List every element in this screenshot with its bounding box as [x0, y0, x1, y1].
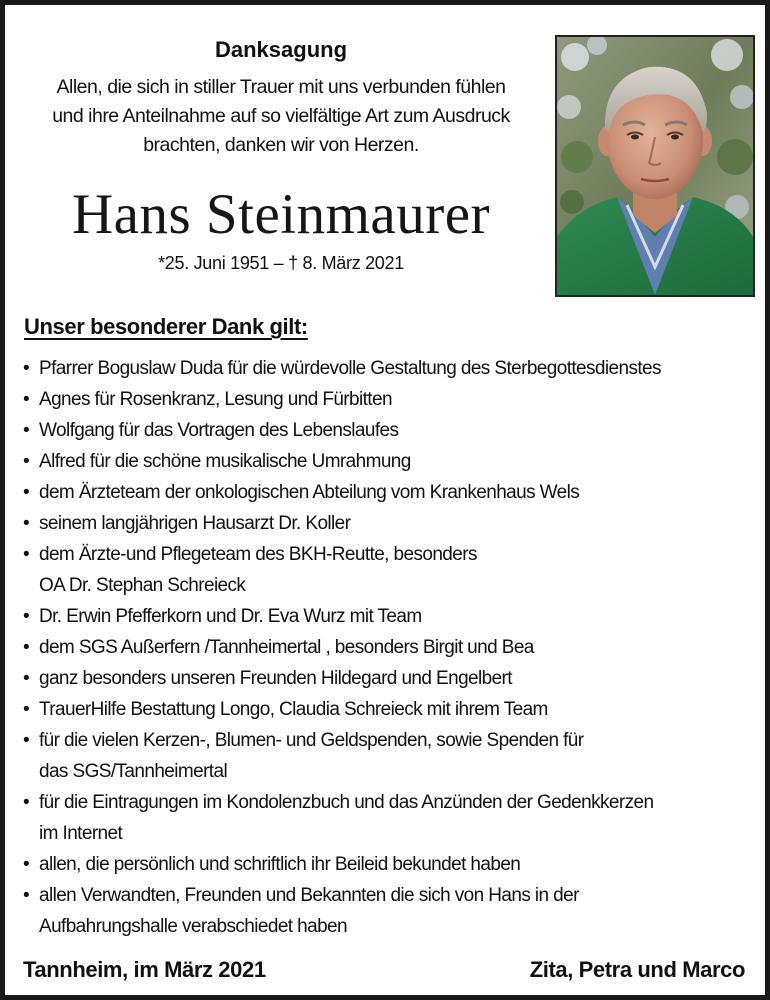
bullet-icon: • [23, 699, 30, 720]
signatories: Zita, Petra und Marco [529, 957, 745, 982]
list-item-text: Dr. Erwin Pfefferkorn und Dr. Eva Wurz mit Team [39, 606, 422, 627]
portrait-photo [555, 35, 755, 297]
list-item [23, 384, 763, 415]
list-item-text: allen Verwandten, Freunden und Bekannten die sich von Hans in der [39, 885, 579, 906]
bullet-icon: • [23, 513, 30, 534]
bullet-icon: • [23, 451, 30, 472]
intro-line: Allen, die sich in stiller Trauer mit uns verbunden fühlen [56, 76, 506, 98]
list-item-text: Agnes für Rosenkranz, Lesung und Fürbitten [39, 389, 392, 410]
bullet-icon: • [23, 482, 30, 503]
list-item [23, 632, 763, 663]
list-item-text: OA Dr. Stephan Schreieck [39, 575, 246, 596]
intro-line: brachten, danken wir von Herzen. [143, 134, 419, 156]
list-item-text: TrauerHilfe Bestattung Longo, Claudia Schreieck mit ihrem Team [39, 699, 548, 720]
list-item-text: Pfarrer Boguslaw Duda für die würdevolle Gestaltung des Sterbegottesdienstes [39, 358, 661, 379]
list-item-text: dem SGS Außerfern /Tannheimertal , besonders Birgit und Bea [39, 637, 534, 658]
list-item [23, 787, 763, 849]
list-item-text: seinem langjährigen Hausarzt Dr. Koller [39, 513, 351, 534]
list-item [23, 725, 763, 787]
list-item [23, 880, 763, 942]
list-item [23, 601, 763, 632]
list-item-text: für die vielen Kerzen-, Blumen- und Geldspenden, sowie Spenden für [39, 730, 584, 751]
list-item [23, 849, 763, 880]
bullet-icon: • [23, 420, 30, 441]
list-item-text: dem Ärzte-und Pflegeteam des BKH-Reutte, besonders [39, 544, 477, 565]
list-item-text: Alfred für die schöne musikalische Umrahmung [39, 451, 411, 472]
list-item [23, 539, 763, 601]
thanks-section-title: Unser besonderer Dank gilt: [24, 314, 308, 339]
deceased-name: Hans Steinmaurer [72, 183, 490, 246]
list-item-text: ganz besonders unseren Freunden Hildegard und Engelbert [39, 668, 512, 689]
list-item-text: im Internet [39, 823, 123, 844]
list-item-text: für die Eintragungen im Kondolenzbuch und das Anzünden der Gedenkkerzen [39, 792, 654, 813]
life-dates: *25. Juni 1951 – † 8. März 2021 [158, 253, 404, 273]
list-item [23, 508, 763, 539]
bullet-icon: • [23, 606, 30, 627]
list-item [23, 415, 763, 446]
heading-title: Danksagung [214, 37, 348, 62]
bullet-icon: • [23, 637, 30, 658]
bullet-icon: • [23, 730, 30, 751]
intro-line: und ihre Anteilnahme auf so vielfältige Art zum Ausdruck [52, 105, 510, 127]
intro-text [25, 73, 537, 160]
place-date: Tannheim, im März 2021 [23, 957, 266, 982]
bullet-icon: • [23, 668, 30, 689]
list-item-text: dem Ärzteteam der onkologischen Abteilung vom Krankenhaus Wels [39, 482, 580, 503]
bullet-icon: • [23, 358, 30, 379]
list-item-text: allen, die persönlich und schriftlich ihr Beileid bekundet haben [39, 854, 521, 875]
list-item [23, 477, 763, 508]
bullet-icon: • [23, 854, 30, 875]
list-item [23, 446, 763, 477]
thanks-list [23, 353, 763, 942]
list-item [23, 694, 763, 725]
bullet-icon: • [23, 544, 30, 565]
list-item-text: Aufbahrungshalle verabschiedet haben [39, 916, 347, 937]
bullet-icon: • [23, 885, 30, 906]
bullet-icon: • [23, 792, 30, 813]
list-item-text: das SGS/Tannheimertal [39, 761, 228, 782]
list-item [23, 663, 763, 694]
list-item-text: Wolfgang für das Vortragen des Lebenslaufes [39, 420, 399, 441]
list-item [23, 353, 763, 384]
bullet-icon: • [23, 389, 30, 410]
